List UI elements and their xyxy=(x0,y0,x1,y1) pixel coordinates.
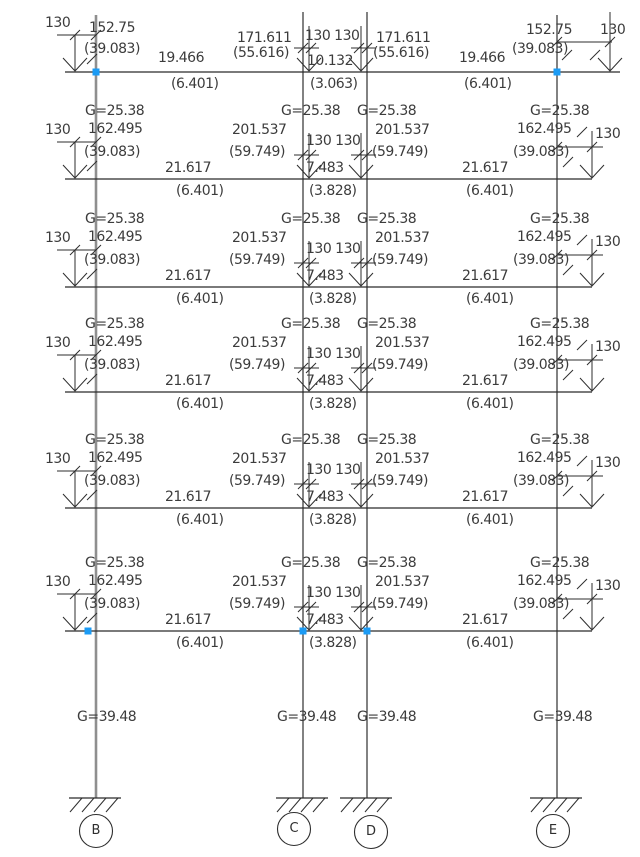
load-value-paren: (39.083) xyxy=(513,252,569,268)
load-value: 162.495 xyxy=(517,450,572,466)
g-load-label: G=25.38 xyxy=(357,316,417,332)
g-load-label: G=25.38 xyxy=(357,555,417,571)
load-value-paren: (39.083) xyxy=(512,41,568,57)
dim-label: 130 xyxy=(595,126,621,142)
g-load-label: G=25.38 xyxy=(85,211,145,227)
load-value-paren: (59.749) xyxy=(372,144,428,160)
load-value-paren: (59.749) xyxy=(229,144,285,160)
span-load-paren: (3.063) xyxy=(310,76,358,92)
load-value: 201.537 xyxy=(232,230,287,246)
g-load-label: G=25.38 xyxy=(357,432,417,448)
load-value-paren: (59.749) xyxy=(372,252,428,268)
span-load: 19.466 xyxy=(459,50,505,66)
g-load-label: G=25.38 xyxy=(530,103,590,119)
load-value-paren: (55.616) xyxy=(233,45,289,61)
column-weight-label: G=39.48 xyxy=(77,709,137,725)
column-weight-label: G=39.48 xyxy=(277,709,337,725)
span-load: 21.617 xyxy=(462,160,508,176)
dim-label: 130 130 xyxy=(306,585,361,601)
load-value: 201.537 xyxy=(375,230,430,246)
column-weight-label: G=39.48 xyxy=(533,709,593,725)
dim-label: 130 xyxy=(595,578,621,594)
span-load: 19.466 xyxy=(158,50,204,66)
load-value-paren: (59.749) xyxy=(229,252,285,268)
dim-label: 130 xyxy=(45,15,71,31)
g-load-label: G=25.38 xyxy=(85,103,145,119)
load-value: 162.495 xyxy=(88,573,143,589)
span-load-paren: (6.401) xyxy=(176,396,224,412)
g-load-label: G=25.38 xyxy=(85,316,145,332)
g-load-label: G=25.38 xyxy=(530,211,590,227)
span-load-paren: (3.828) xyxy=(309,291,357,307)
load-value: 201.537 xyxy=(375,451,430,467)
load-value: 171.611 xyxy=(376,30,431,46)
span-load: 7.483 xyxy=(306,489,344,505)
load-value-paren: (39.083) xyxy=(84,596,140,612)
load-value-paren: (59.749) xyxy=(372,473,428,489)
axis-label-e: E xyxy=(548,823,558,839)
load-value-paren: (55.616) xyxy=(373,45,429,61)
span-load: 7.483 xyxy=(306,612,344,628)
span-load: 21.617 xyxy=(462,373,508,389)
column-weight-label: G=39.48 xyxy=(357,709,417,725)
span-load: 21.617 xyxy=(165,489,211,505)
g-load-label: G=25.38 xyxy=(281,103,341,119)
dim-label: 130 xyxy=(45,230,71,246)
span-load-paren: (6.401) xyxy=(466,512,514,528)
g-load-label: G=25.38 xyxy=(281,316,341,332)
load-value: 162.495 xyxy=(88,334,143,350)
load-value-paren: (39.083) xyxy=(513,596,569,612)
span-load-paren: (6.401) xyxy=(176,635,224,651)
span-load: 21.617 xyxy=(165,160,211,176)
load-value-paren: (39.083) xyxy=(513,357,569,373)
grip-bottom-c[interactable] xyxy=(300,628,307,635)
span-load-paren: (3.828) xyxy=(309,183,357,199)
load-value: 162.495 xyxy=(517,334,572,350)
span-load-paren: (3.828) xyxy=(309,512,357,528)
g-load-label: G=25.38 xyxy=(357,103,417,119)
span-load: 21.617 xyxy=(165,268,211,284)
g-load-label: G=25.38 xyxy=(530,432,590,448)
load-value-paren: (59.749) xyxy=(229,596,285,612)
load-value-paren: (59.749) xyxy=(229,473,285,489)
span-load-paren: (6.401) xyxy=(176,183,224,199)
dim-label: 130 xyxy=(600,22,626,38)
g-load-label: G=25.38 xyxy=(281,432,341,448)
load-value: 162.495 xyxy=(517,573,572,589)
load-value: 162.495 xyxy=(88,229,143,245)
load-value-paren: (59.749) xyxy=(372,357,428,373)
span-load-paren: (3.828) xyxy=(309,635,357,651)
grip-top-e[interactable] xyxy=(554,69,561,76)
load-value: 201.537 xyxy=(375,335,430,351)
dim-label: 130 130 xyxy=(306,346,361,362)
load-value: 152.75 xyxy=(526,22,572,38)
load-value: 201.537 xyxy=(375,574,430,590)
load-value: 201.537 xyxy=(232,451,287,467)
span-load-paren: (6.401) xyxy=(176,291,224,307)
load-value: 162.495 xyxy=(88,121,143,137)
g-load-label: G=25.38 xyxy=(530,555,590,571)
span-load-paren: (3.828) xyxy=(309,396,357,412)
load-value-paren: (39.083) xyxy=(84,144,140,160)
span-load-paren: (6.401) xyxy=(466,291,514,307)
span-load: 21.617 xyxy=(462,489,508,505)
load-value-paren: (39.083) xyxy=(84,357,140,373)
span-load-paren: (6.401) xyxy=(171,76,219,92)
load-value-paren: (39.083) xyxy=(84,252,140,268)
span-load-paren: (6.401) xyxy=(464,76,512,92)
dim-label: 130 xyxy=(595,339,621,355)
span-load-paren: (6.401) xyxy=(466,396,514,412)
span-load: 21.617 xyxy=(462,268,508,284)
load-value: 162.495 xyxy=(517,229,572,245)
dim-label: 130 130 xyxy=(306,133,361,149)
load-value: 201.537 xyxy=(375,122,430,138)
span-load: 10.132 xyxy=(307,53,353,69)
span-load-paren: (6.401) xyxy=(176,512,224,528)
axis-label-d: D xyxy=(365,824,377,840)
load-value-paren: (39.083) xyxy=(84,41,140,57)
load-value-paren: (59.749) xyxy=(372,596,428,612)
load-value: 162.495 xyxy=(88,450,143,466)
grip-top-b[interactable] xyxy=(93,69,100,76)
g-load-label: G=25.38 xyxy=(357,211,417,227)
load-value-paren: (39.083) xyxy=(513,144,569,160)
g-load-label: G=25.38 xyxy=(281,555,341,571)
dim-label: 130 xyxy=(595,455,621,471)
span-load-paren: (6.401) xyxy=(466,635,514,651)
dim-label: 130 xyxy=(595,234,621,250)
dim-label: 130 xyxy=(45,574,71,590)
load-value: 162.495 xyxy=(517,121,572,137)
span-load: 21.617 xyxy=(165,373,211,389)
span-load: 21.617 xyxy=(165,612,211,628)
load-value: 201.537 xyxy=(232,335,287,351)
span-load: 21.617 xyxy=(462,612,508,628)
span-load: 7.483 xyxy=(306,373,344,389)
load-value-paren: (39.083) xyxy=(513,473,569,489)
g-load-label: G=25.38 xyxy=(281,211,341,227)
span-load: 7.483 xyxy=(306,160,344,176)
load-value: 171.611 xyxy=(237,30,292,46)
dim-label: 130 130 xyxy=(306,462,361,478)
dim-label: 130 xyxy=(45,451,71,467)
g-load-label: G=25.38 xyxy=(530,316,590,332)
dim-label: 130 130 xyxy=(306,241,361,257)
load-value-paren: (39.083) xyxy=(84,473,140,489)
load-value-paren: (59.749) xyxy=(229,357,285,373)
axis-label-b: B xyxy=(91,823,101,839)
dim-label: 130 130 xyxy=(305,28,360,44)
dim-label: 130 xyxy=(45,122,71,138)
grip-bottom-b[interactable] xyxy=(85,628,92,635)
load-value: 152.75 xyxy=(89,20,135,36)
axis-label-c: C xyxy=(289,821,299,837)
g-load-label: G=25.38 xyxy=(85,432,145,448)
grip-bottom-d[interactable] xyxy=(364,628,371,635)
load-value: 201.537 xyxy=(232,574,287,590)
g-load-label: G=25.38 xyxy=(85,555,145,571)
span-load-paren: (6.401) xyxy=(466,183,514,199)
span-load: 7.483 xyxy=(306,268,344,284)
load-value: 201.537 xyxy=(232,122,287,138)
dim-label: 130 xyxy=(45,335,71,351)
